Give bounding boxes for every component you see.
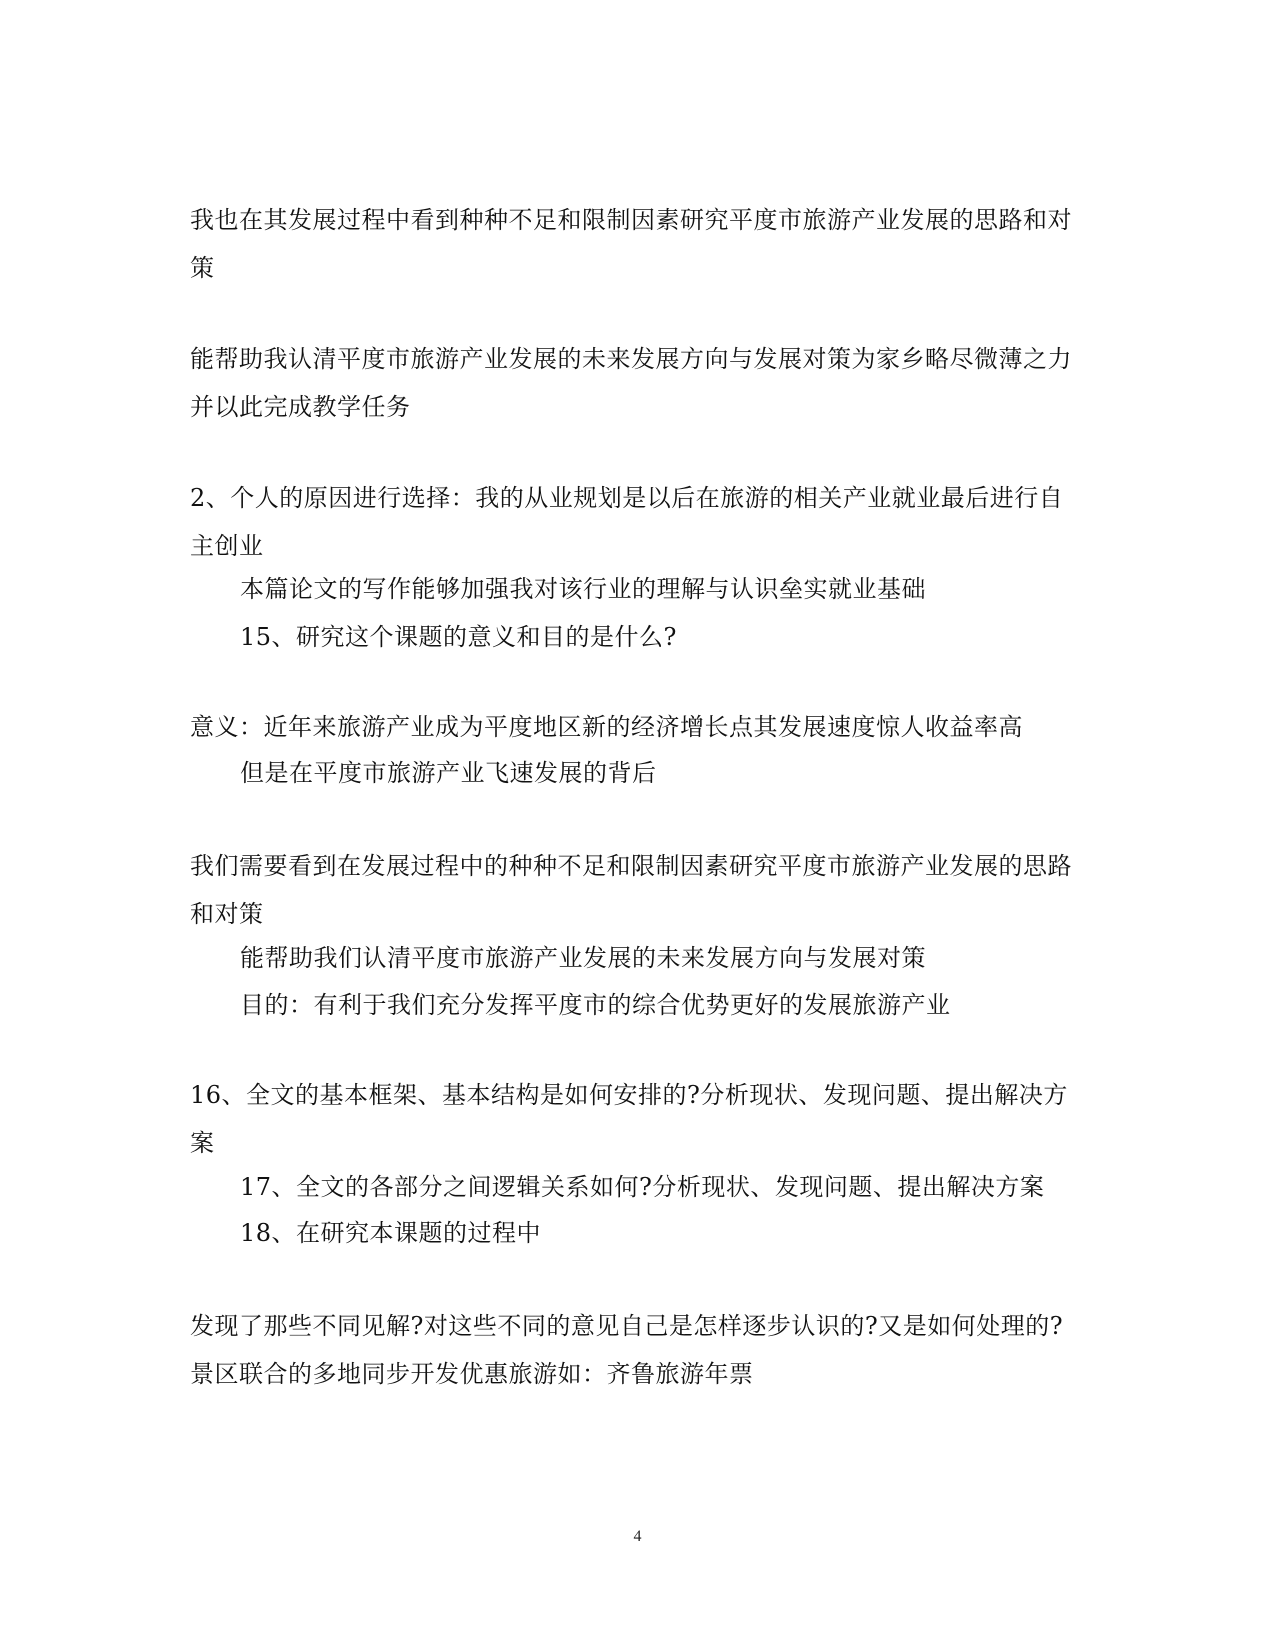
- paragraph: 能帮助我认清平度市旅游产业发展的未来发展方向与发展对策为家乡略尽微薄之力并以此完成教学任务: [190, 345, 1072, 421]
- paragraph: 18、在研究本课题的过程中: [240, 1219, 542, 1247]
- paragraph: 意义：近年来旅游产业成为平度地区新的经济增长点其发展速度惊人收益率高: [190, 713, 1023, 741]
- paragraph: 2、个人的原因进行选择：我的从业规划是以后在旅游的相关产业就业最后进行自主创业: [190, 484, 1064, 560]
- paragraph: 本篇论文的写作能够加强我对该行业的理解与认识垒实就业基础: [240, 575, 926, 603]
- paragraph: 15、研究这个课题的意义和目的是什么?: [240, 623, 677, 651]
- paragraph: 但是在平度市旅游产业飞速发展的背后: [240, 759, 657, 787]
- page-number: 4: [633, 1528, 642, 1545]
- paragraph: 发现了那些不同见解?对这些不同的意见自己是怎样逐步认识的?又是如何处理的?景区联合的多地同步开发优惠旅游如：齐鲁旅游年票: [190, 1312, 1064, 1388]
- paragraph: 17、全文的各部分之间逻辑关系如何?分析现状、发现问题、提出解决方案: [240, 1173, 1045, 1201]
- paragraph: 我们需要看到在发展过程中的种种不足和限制因素研究平度市旅游产业发展的思路和对策: [190, 852, 1072, 928]
- paragraph: 目的：有利于我们充分发挥平度市的综合优势更好的发展旅游产业: [240, 991, 951, 1019]
- paragraph: 我也在其发展过程中看到种种不足和限制因素研究平度市旅游产业发展的思路和对策: [190, 206, 1072, 282]
- paragraph: 16、全文的基本框架、基本结构是如何安排的?分析现状、发现问题、提出解决方案: [190, 1081, 1068, 1157]
- paragraph: 能帮助我们认清平度市旅游产业发展的未来发展方向与发展对策: [240, 944, 926, 972]
